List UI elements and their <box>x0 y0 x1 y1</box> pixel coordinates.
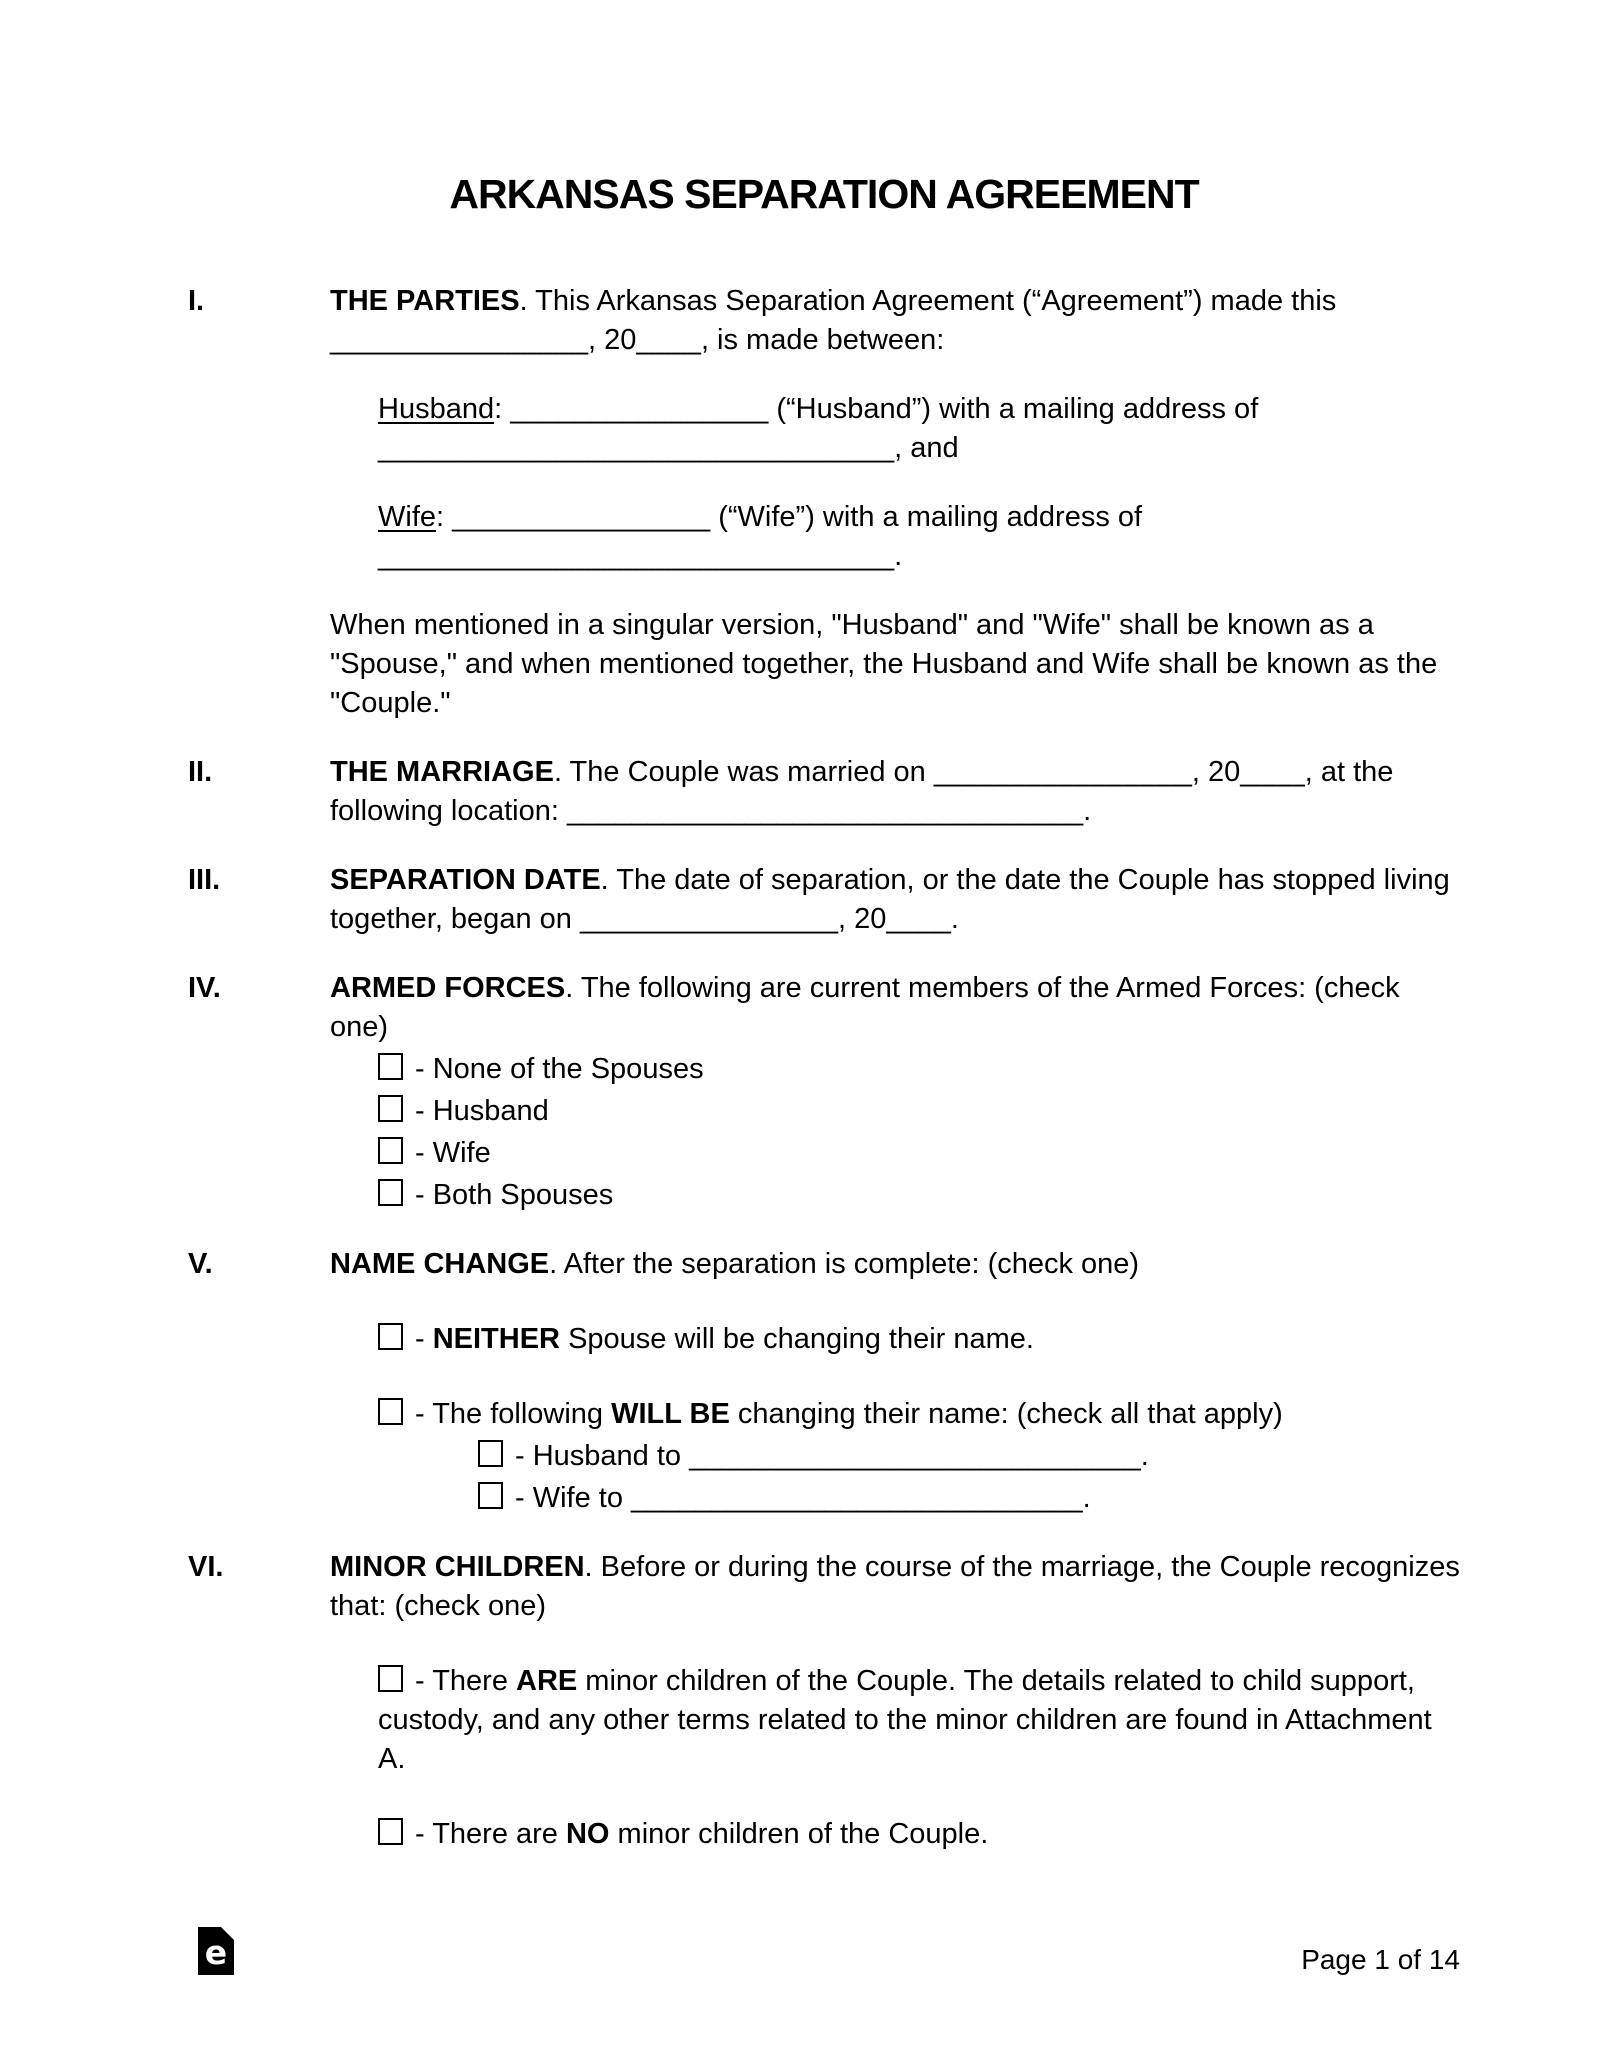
text-run: . The Couple was married on ________________, 20____, at the following location: ________________________________. <box>330 756 1394 827</box>
checkbox-icon[interactable] <box>378 1053 403 1080</box>
text-run: . Before or during the course of the marriage, the Couple recognizes that: (check one) <box>330 1551 1460 1622</box>
checkbox-item <box>378 1395 1460 1434</box>
paragraph <box>330 753 1460 831</box>
text-run: Spouse will be changing their name. <box>560 1323 1034 1355</box>
document-body <box>0 170 1600 1854</box>
checkbox-item <box>378 1815 1460 1854</box>
section-content <box>330 753 1460 831</box>
text-run: - Both Spouses <box>415 1179 614 1211</box>
paragraph <box>330 1245 1460 1284</box>
section-numeral: V. <box>188 1248 213 1280</box>
text-run: THE MARRIAGE <box>330 756 554 788</box>
checkbox-item <box>478 1437 1460 1476</box>
text-run: NO <box>565 1818 610 1850</box>
section <box>188 1548 1460 1854</box>
page-number: Page 1 of 14 <box>1301 1944 1460 1975</box>
checkbox-item <box>378 1050 1460 1089</box>
section-content <box>330 969 1460 1215</box>
text-run: : ________________ (“Husband”) with a mailing address of ________________________________, and <box>378 393 1259 464</box>
checkbox-icon[interactable] <box>378 1398 403 1425</box>
checkbox-item <box>378 1662 1460 1779</box>
section <box>188 969 1460 1215</box>
section <box>188 1245 1460 1518</box>
text-run: - There <box>415 1665 517 1697</box>
text-run: minor children of the Couple. <box>609 1818 989 1850</box>
text-run: . After the separation is complete: (check one) <box>549 1248 1140 1280</box>
checkbox-icon[interactable] <box>478 1482 503 1509</box>
text-run: ARE <box>516 1665 578 1697</box>
text-run: - The following <box>415 1398 612 1430</box>
text-run: - Husband to ____________________________. <box>515 1440 1149 1472</box>
text-run: WILL BE <box>611 1398 730 1430</box>
text-run: . The date of separation, or the date the Couple has stopped living together, began on ________________, 20____. <box>330 864 1450 935</box>
paragraph <box>330 1548 1460 1626</box>
text-run: NEITHER <box>432 1323 561 1355</box>
text-run: SEPARATION DATE <box>330 864 601 896</box>
section-numeral: I. <box>188 285 205 317</box>
section-content <box>330 861 1460 939</box>
text-run: - There are <box>415 1818 566 1850</box>
section-numeral: IV. <box>188 972 221 1004</box>
text-run: changing their name: (check all that apply) <box>729 1398 1283 1430</box>
section <box>188 282 1460 723</box>
text-run: - <box>415 1323 433 1355</box>
checkbox-item <box>378 1176 1460 1215</box>
text-run: - Husband <box>415 1095 549 1127</box>
checkbox-icon[interactable] <box>378 1179 403 1206</box>
text-run: - Wife <box>415 1137 491 1169</box>
checkbox-item <box>478 1479 1460 1518</box>
section <box>188 753 1460 831</box>
section-content <box>330 1548 1460 1854</box>
checkbox-icon[interactable] <box>378 1323 403 1350</box>
section-numeral: III. <box>188 864 221 896</box>
text-run: . This Arkansas Separation Agreement (“Agreement”) made this ________________, 20____, is made between: <box>330 285 1337 356</box>
section-content <box>330 282 1460 723</box>
text-run: THE PARTIES <box>330 285 520 317</box>
text-run: MINOR CHILDREN <box>330 1551 585 1583</box>
text-run: Wife <box>378 501 436 533</box>
footer <box>198 1925 1460 1975</box>
text-run: ARMED FORCES <box>330 972 566 1004</box>
text-run: NAME CHANGE <box>330 1248 550 1280</box>
paragraph <box>330 606 1460 723</box>
text-run: Husband <box>378 393 495 425</box>
checkbox-icon[interactable] <box>378 1095 403 1122</box>
eforms-logo-icon <box>198 1927 234 1975</box>
logo-letter: e <box>204 1933 228 1972</box>
paragraph <box>330 969 1460 1047</box>
paragraph <box>378 390 1460 468</box>
section <box>188 861 1460 939</box>
checkbox-icon[interactable] <box>378 1818 403 1845</box>
text-run: - None of the Spouses <box>415 1053 704 1085</box>
text-run: - Wife to ____________________________. <box>515 1482 1091 1514</box>
checkbox-icon[interactable] <box>378 1137 403 1164</box>
section-numeral: VI. <box>188 1551 224 1583</box>
checkbox-icon[interactable] <box>478 1440 503 1467</box>
checkbox-icon[interactable] <box>378 1665 403 1692</box>
text-run: . The following are current members of the Armed Forces: (check one) <box>330 972 1400 1043</box>
paragraph <box>330 861 1460 939</box>
section-numeral: II. <box>188 756 213 788</box>
checkbox-item <box>378 1320 1460 1359</box>
sections-container <box>188 282 1460 1854</box>
section-content <box>330 1245 1460 1518</box>
document-title: ARKANSAS SEPARATION AGREEMENT <box>449 171 1199 217</box>
text-run: When mentioned in a singular version, "Husband" and "Wife" shall be known as a "Spouse," and when mentioned together, the Husband and Wife shall be known as the "Couple." <box>330 609 1438 719</box>
text-run: : ________________ (“Wife”) with a mailing address of ________________________________. <box>378 501 1143 572</box>
checkbox-item <box>378 1092 1460 1131</box>
checkbox-item <box>378 1134 1460 1173</box>
text-run: minor children of the Couple. The details related to child support, custody, and any other terms related to the minor children are found in Attachment A. <box>378 1665 1432 1775</box>
paragraph <box>378 498 1460 576</box>
paragraph <box>330 282 1460 360</box>
